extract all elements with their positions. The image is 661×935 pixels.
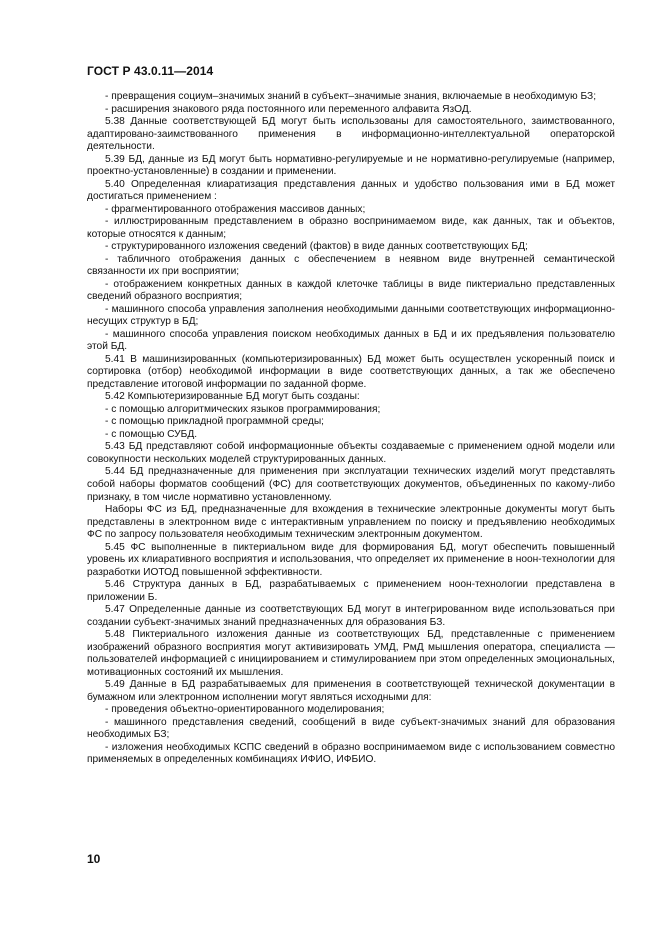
paragraph: - машинного представления сведений, сообщений в виде субъект-значимых знаний для образования необходимых БЗ; — [87, 716, 615, 741]
paragraph: - машинного способа управления заполнения необходимыми данными соответствующих информационно-несущих структур в БД; — [87, 303, 615, 328]
paragraph: - фрагментированного отображения массивов данных; — [105, 203, 366, 215]
paragraph: 5.39 БД, данные из БД могут быть нормативно-регулируемые и не нормативно-регулируемые (например, проектно-установленные) в создании и применении. — [87, 153, 615, 178]
paragraph: 5.47 Определенные данные из соответствующих БД могут в интегрированном виде использоваться при создании субъект-значимых знаний предназначенных для образования БЗ. — [87, 604, 615, 628]
paragraph: 5.43 БД представляют собой информационные объекты создаваемые с применением одной модели или совокупности нескольких моделей структурированных данных. — [87, 441, 615, 465]
paragraph: - отображением конкретных данных в каждой клеточке таблицы в виде пиктериально представленных сведений образного восприятия; — [87, 278, 615, 303]
document-body — [87, 91, 615, 767]
paragraph: - табличного отображения данных с обеспечением в неявном виде внутренней семантической связанности их при восприятии; — [87, 253, 615, 278]
paragraph: 5.48 Пиктериального изложения данные из соответствующих БД, представленные с применением изображений образного восприятия могут активизировать УМД, РмД мышления оператора, специалиста — пользователей информацией с инициированием и стимулированием при этом определенных эмоциональных, мотивационных состояний их мышления. — [87, 629, 615, 678]
document-header-code: ГОСТ Р 43.0.11—2014 — [87, 64, 214, 78]
paragraph: 5.38 Данные соответствующей БД могут быть использованы для самостоятельного, заимствованного, адаптировано-заимствованного применения в информационно-интеллектуальной операторской деятельности. — [87, 116, 615, 153]
paragraph: 5.41 В машинизированных (компьютеризированных) БД может быть осуществлен ускоренный поиск и сортировка (отбор) необходимой информации в виде соответствующих данных, а так же обеспечено представление итоговой информации по заданной форме. — [87, 353, 615, 390]
paragraph: - с помощью алгоритмических языков программирования; — [105, 403, 381, 415]
paragraph: 5.42 Компьютеризированные БД могут быть созданы: — [105, 391, 360, 403]
paragraph: - с помощью прикладной программной среды; — [105, 416, 324, 428]
paragraph: - проведения объектно-ориентированного моделирования; — [105, 704, 385, 716]
page-number: 10 — [87, 852, 101, 866]
paragraph: - структурированного изложения сведений (фактов) в виде данных соответствующих БД; — [105, 241, 528, 253]
paragraph: - превращения социум–значимых знаний в субъект–значимые знания, включаемые в необходимую БЗ; — [105, 91, 597, 102]
paragraph: 5.49 Данные в БД разрабатываемых для применения в соответствующей технической документации в бумажном или электронном исполнении могут являться исходными для: — [87, 679, 615, 703]
paragraph: - машинного способа управления поиском необходимых данных в БД и их предъявления пользователю этой БД. — [87, 328, 615, 353]
paragraph: 5.40 Определенная клиаратизация представления данных и удобство пользования ими в БД может достигаться применением : — [87, 178, 615, 203]
paragraph: 5.45 ФС выполненные в пиктериальном виде для формирования БД, могут обеспечить повышенный уровень их клиаративного восприятия и использования, что определяет их применение в ноон-технологии для разработки ИОТОД повышенной эффективности. — [87, 541, 615, 578]
paragraph: 5.46 Структура данных в БД, разрабатываемых с применением ноон-технологии представлена в приложении Б. — [87, 579, 615, 603]
paragraph: - изложения необходимых КСПС сведений в образно воспринимаемом виде с использованием совместно применяемых в определенных комбинациях ИФИО, ИФБИО. — [87, 741, 615, 766]
paragraph: - расширения знакового ряда постоянного или переменного алфавита ЯзОД. — [105, 103, 472, 115]
paragraph: 5.44 БД предназначенные для применения при эксплуатации технических изделий могут представлять собой наборы форматов сообщений (ФС) для соответствующих документов, объединенных по какому-либо признаку, в том числе нормативно установленному. — [87, 466, 615, 503]
paragraph: - с помощью СУБД. — [105, 428, 198, 440]
paragraph: - иллюстрированным представлением в образно воспринимаемом виде, как данных, так и объектов, которые относятся к данным; — [87, 216, 615, 240]
paragraph: Наборы ФС из БД, предназначенные для вхождения в технические электронные документы могут быть представлены в электронном виде с интерактивным управлением по поиску и предъявлению необходимых ФС по запросу пользователя необходимым техническим электронным документом. — [87, 504, 615, 541]
